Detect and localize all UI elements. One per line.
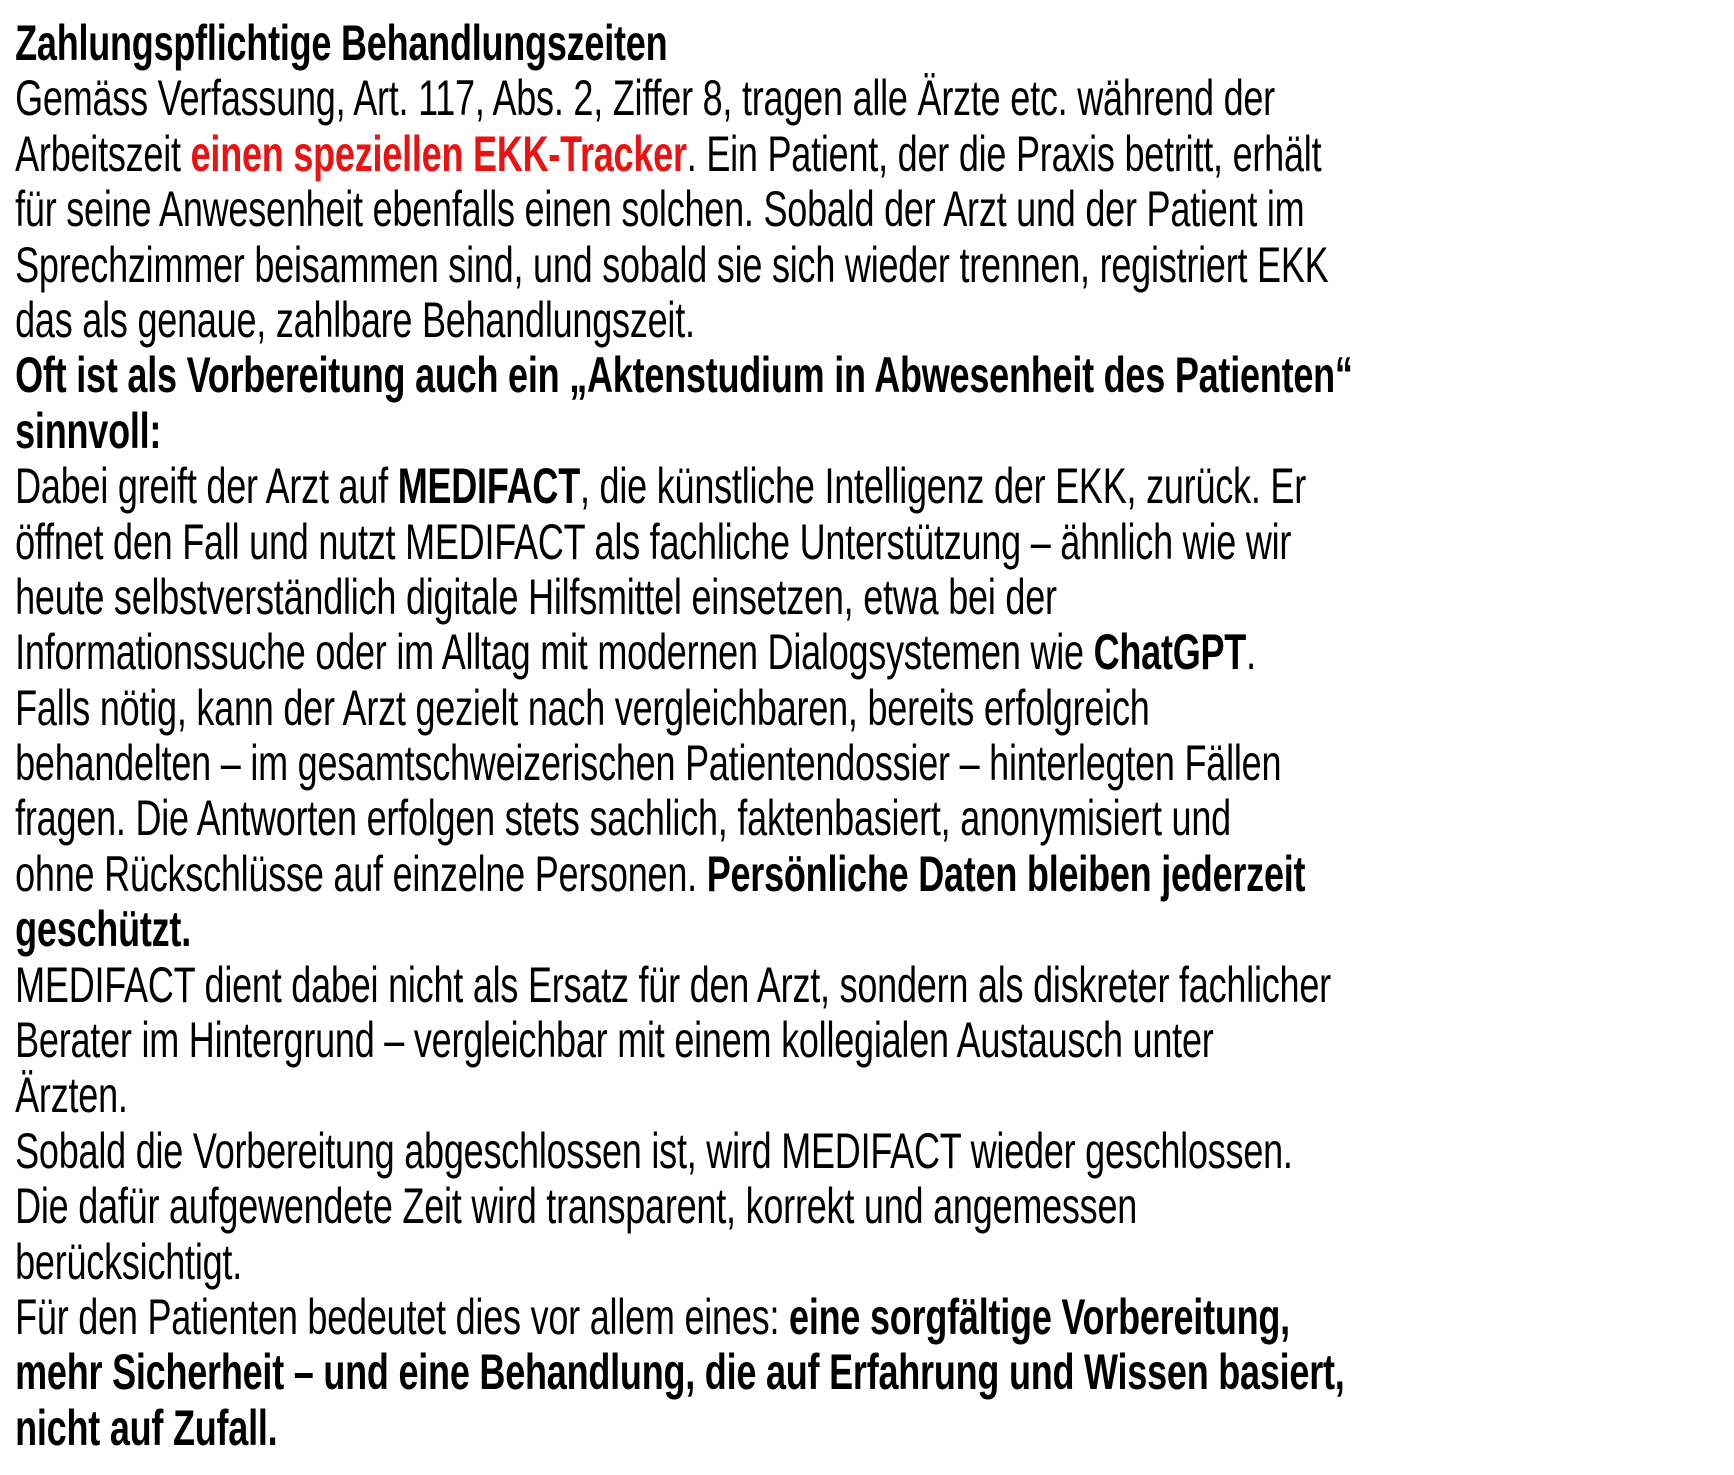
text-line <box>15 71 1734 126</box>
body-text: das als genaue, zahlbare Behandlungszeit. <box>15 291 695 348</box>
text-line <box>15 570 1734 625</box>
bold-text: sinnvoll: <box>15 402 162 459</box>
body-text: Falls nötig, kann der Arzt gezielt nach vergleichbaren, bereits erfolgreich <box>15 679 1150 736</box>
body-text: öffnet den Fall und nutzt MEDIFACT als fachliche Unterstützung – ähnlich wie wir <box>15 513 1292 570</box>
body-text: Arbeitszeit <box>15 125 191 182</box>
text-line <box>15 847 1734 902</box>
body-text: MEDIFACT dient dabei nicht als Ersatz für den Arzt, sondern als diskreter fachlicher <box>15 956 1331 1013</box>
document-title-line <box>15 16 1734 71</box>
text-line <box>15 1235 1734 1290</box>
bold-text: geschützt. <box>15 901 191 958</box>
bold-text: Oft ist als Vorbereitung auch ein „Aktenstudium in Abwesenheit des Patienten“ <box>15 347 1353 404</box>
text-line <box>15 182 1734 237</box>
body-text: Sobald die Vorbereitung abgeschlossen ist, wird MEDIFACT wieder geschlossen. <box>15 1122 1293 1179</box>
text-line <box>15 1013 1734 1068</box>
text-line <box>15 736 1734 791</box>
bold-text: Zahlungspflichtige Behandlungszeiten <box>15 15 668 71</box>
text-line <box>15 1179 1734 1234</box>
body-text: Dabei greift der Arzt auf <box>15 458 398 515</box>
body-text: berücksichtigt. <box>15 1233 242 1290</box>
body-text: Sprechzimmer beisammen sind, und sobald sie sich wieder trennen, registriert EKK <box>15 236 1329 293</box>
text-line <box>15 293 1734 348</box>
text-line <box>15 404 1734 459</box>
body-text: Informationssuche oder im Alltag mit modernen Dialogsystemen wie <box>15 624 1094 681</box>
bold-text: mehr Sicherheit – und eine Behandlung, die auf Erfahrung und Wissen basiert, <box>15 1344 1345 1401</box>
text-line <box>15 1068 1734 1123</box>
body-text: , die künstliche Intelligenz der EKK, zurück. Er <box>579 458 1306 515</box>
body-text: Ärzten. <box>15 1067 128 1124</box>
text-line <box>15 791 1734 846</box>
bold-text: ChatGPT <box>1093 624 1247 681</box>
bold-text: Persönliche Daten bleiben jederzeit <box>706 845 1306 902</box>
document-body <box>15 16 1734 1456</box>
text-line <box>15 515 1734 570</box>
text-line <box>15 625 1734 680</box>
bold-text: MEDIFACT <box>397 458 580 515</box>
bold-text: eine sorgfältige Vorbereitung, <box>789 1288 1290 1345</box>
red-highlight-text: einen speziellen EKK-Tracker <box>190 125 687 182</box>
text-line <box>15 348 1734 403</box>
body-text: Die dafür aufgewendete Zeit wird transparent, korrekt und angemessen <box>15 1178 1138 1235</box>
text-line <box>15 1401 1734 1456</box>
text-line <box>15 238 1734 293</box>
text-line <box>15 1124 1734 1179</box>
body-text: Berater im Hintergrund – vergleichbar mit einem kollegialen Austausch unter <box>15 1012 1214 1069</box>
body-text: Für den Patienten bedeutet dies vor allem eines: <box>15 1288 790 1345</box>
body-text: behandelten – im gesamtschweizerischen Patientendossier – hinterlegten Fällen <box>15 735 1282 792</box>
text-line <box>15 902 1734 957</box>
text-line <box>15 958 1734 1013</box>
body-text: . <box>1246 624 1256 681</box>
body-text: . Ein Patient, der die Praxis betritt, erhält <box>686 125 1322 182</box>
text-line <box>15 459 1734 514</box>
body-text: heute selbstverständlich digitale Hilfsmittel einsetzen, etwa bei der <box>15 568 1057 625</box>
text-line <box>15 127 1734 182</box>
body-text: für seine Anwesenheit ebenfalls einen solchen. Sobald der Arzt und der Patient im <box>15 181 1305 238</box>
text-line <box>15 1345 1734 1400</box>
body-text: Gemäss Verfassung, Art. 117, Abs. 2, Ziffer 8, tragen alle Ärzte etc. während der <box>15 70 1275 127</box>
bold-text: nicht auf Zufall. <box>15 1399 278 1456</box>
body-text: fragen. Die Antworten erfolgen stets sachlich, faktenbasiert, anonymisiert und <box>15 790 1231 847</box>
text-line <box>15 681 1734 736</box>
text-line <box>15 1290 1734 1345</box>
body-text: ohne Rückschlüsse auf einzelne Personen. <box>15 845 707 902</box>
